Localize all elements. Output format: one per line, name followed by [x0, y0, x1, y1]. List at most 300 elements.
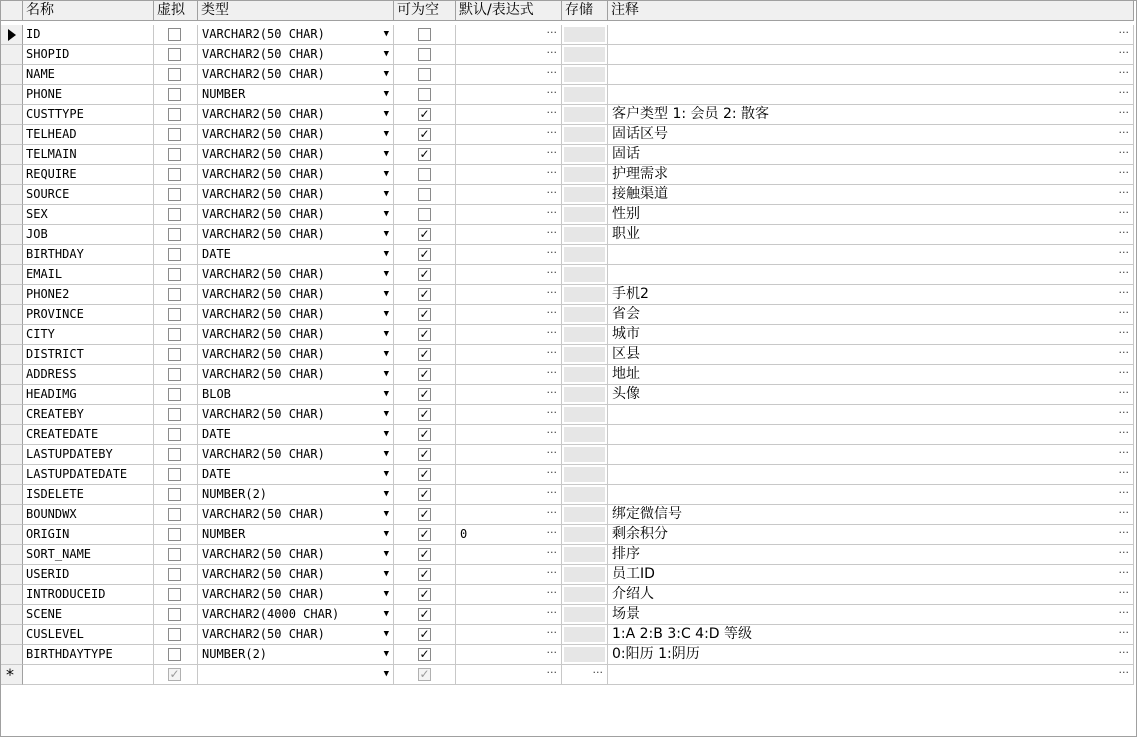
- virtual-checkbox[interactable]: [168, 508, 181, 521]
- default-cell[interactable]: [456, 585, 562, 605]
- default-cell[interactable]: [456, 645, 562, 665]
- default-cell[interactable]: [456, 445, 562, 465]
- comment-cell[interactable]: [608, 225, 1134, 245]
- row-selector[interactable]: [1, 345, 23, 365]
- ellipsis-button[interactable]: ···: [1118, 166, 1129, 179]
- virtual-checkbox[interactable]: [168, 288, 181, 301]
- dropdown-arrow-icon[interactable]: ▼: [383, 449, 389, 459]
- virtual-checkbox[interactable]: [168, 168, 181, 181]
- ellipsis-button[interactable]: ···: [1118, 486, 1129, 499]
- comment-cell[interactable]: [608, 465, 1134, 485]
- comment-cell[interactable]: [608, 425, 1134, 445]
- type-cell[interactable]: [198, 305, 394, 325]
- comment-cell[interactable]: [608, 105, 1134, 125]
- storage-cell[interactable]: [562, 625, 608, 645]
- table-row[interactable]: [1, 25, 1134, 45]
- ellipsis-button[interactable]: ···: [546, 586, 557, 599]
- table-row[interactable]: [1, 485, 1134, 505]
- storage-button[interactable]: [564, 587, 605, 602]
- header-nullable[interactable]: 可为空: [394, 1, 456, 21]
- ellipsis-button[interactable]: ···: [1118, 586, 1129, 599]
- row-selector[interactable]: [1, 585, 23, 605]
- table-row[interactable]: [1, 425, 1134, 445]
- type-cell[interactable]: [198, 425, 394, 445]
- storage-cell[interactable]: [562, 65, 608, 85]
- storage-button[interactable]: [564, 647, 605, 662]
- column-name-cell[interactable]: PHONE2: [23, 285, 154, 305]
- ellipsis-button[interactable]: ···: [1118, 146, 1129, 159]
- storage-cell[interactable]: [562, 185, 608, 205]
- column-name-cell[interactable]: PHONE: [23, 85, 154, 105]
- virtual-checkbox[interactable]: [168, 628, 181, 641]
- comment-cell[interactable]: [608, 145, 1134, 165]
- comment-cell[interactable]: [608, 525, 1134, 545]
- storage-cell[interactable]: [562, 465, 608, 485]
- ellipsis-button[interactable]: ···: [1118, 606, 1129, 619]
- ellipsis-button[interactable]: ···: [546, 226, 557, 239]
- nullable-checkbox[interactable]: ✓: [419, 127, 430, 141]
- storage-button[interactable]: [564, 367, 605, 382]
- storage-cell[interactable]: [562, 125, 608, 145]
- column-name-cell[interactable]: [23, 665, 154, 685]
- comment-cell[interactable]: [608, 45, 1134, 65]
- row-selector[interactable]: [1, 485, 23, 505]
- virtual-checkbox[interactable]: [168, 588, 181, 601]
- ellipsis-button[interactable]: ···: [546, 646, 557, 659]
- nullable-checkbox[interactable]: [418, 48, 431, 61]
- comment-cell[interactable]: [608, 25, 1134, 45]
- type-cell[interactable]: [198, 645, 394, 665]
- table-row[interactable]: [1, 625, 1134, 645]
- column-name-cell[interactable]: CREATEBY: [23, 405, 154, 425]
- row-selector[interactable]: [1, 545, 23, 565]
- type-cell[interactable]: [198, 225, 394, 245]
- default-cell[interactable]: [456, 205, 562, 225]
- dropdown-arrow-icon[interactable]: ▼: [383, 229, 389, 239]
- dropdown-arrow-icon[interactable]: ▼: [383, 609, 389, 619]
- type-cell[interactable]: [198, 125, 394, 145]
- row-selector[interactable]: [1, 445, 23, 465]
- row-selector[interactable]: [1, 425, 23, 445]
- storage-button[interactable]: [564, 167, 605, 182]
- dropdown-arrow-icon[interactable]: ▼: [383, 89, 389, 99]
- default-cell[interactable]: [456, 285, 562, 305]
- ellipsis-button[interactable]: ···: [1118, 646, 1129, 659]
- storage-cell[interactable]: [562, 565, 608, 585]
- table-row[interactable]: [1, 365, 1134, 385]
- nullable-checkbox[interactable]: ✓: [419, 147, 430, 161]
- type-cell[interactable]: [198, 265, 394, 285]
- virtual-checkbox[interactable]: [168, 408, 181, 421]
- column-name-cell[interactable]: HEADIMG: [23, 385, 154, 405]
- virtual-checkbox[interactable]: [168, 388, 181, 401]
- ellipsis-button[interactable]: ···: [592, 666, 603, 679]
- storage-button[interactable]: [564, 547, 605, 562]
- column-name-cell[interactable]: CREATEDATE: [23, 425, 154, 445]
- nullable-checkbox[interactable]: ✓: [419, 367, 430, 381]
- type-cell[interactable]: [198, 145, 394, 165]
- virtual-checkbox[interactable]: [168, 228, 181, 241]
- storage-button[interactable]: [564, 507, 605, 522]
- comment-cell[interactable]: [608, 325, 1134, 345]
- column-name-cell[interactable]: EMAIL: [23, 265, 154, 285]
- row-selector[interactable]: [1, 305, 23, 325]
- default-cell[interactable]: [456, 525, 562, 545]
- dropdown-arrow-icon[interactable]: ▼: [383, 529, 389, 539]
- default-cell[interactable]: [456, 65, 562, 85]
- virtual-checkbox[interactable]: [168, 488, 181, 501]
- ellipsis-button[interactable]: ···: [546, 186, 557, 199]
- default-cell[interactable]: [456, 325, 562, 345]
- table-row[interactable]: [1, 525, 1134, 545]
- row-selector[interactable]: [1, 205, 23, 225]
- nullable-checkbox[interactable]: ✓: [419, 227, 430, 241]
- row-selector[interactable]: [1, 165, 23, 185]
- table-row[interactable]: [1, 225, 1134, 245]
- storage-button[interactable]: [564, 347, 605, 362]
- default-cell[interactable]: [456, 145, 562, 165]
- dropdown-arrow-icon[interactable]: ▼: [383, 189, 389, 199]
- virtual-checkbox[interactable]: [168, 328, 181, 341]
- ellipsis-button[interactable]: ···: [1118, 126, 1129, 139]
- storage-cell[interactable]: [562, 105, 608, 125]
- default-cell[interactable]: [456, 465, 562, 485]
- default-cell[interactable]: [456, 665, 562, 685]
- row-selector[interactable]: [1, 405, 23, 425]
- ellipsis-button[interactable]: ···: [1118, 186, 1129, 199]
- default-cell[interactable]: [456, 345, 562, 365]
- storage-cell[interactable]: [562, 25, 608, 45]
- ellipsis-button[interactable]: ···: [1118, 566, 1129, 579]
- ellipsis-button[interactable]: ···: [1118, 366, 1129, 379]
- dropdown-arrow-icon[interactable]: ▼: [383, 629, 389, 639]
- type-cell[interactable]: [198, 205, 394, 225]
- storage-cell[interactable]: [562, 425, 608, 445]
- table-row[interactable]: [1, 165, 1134, 185]
- default-cell[interactable]: [456, 385, 562, 405]
- nullable-checkbox[interactable]: ✓: [419, 427, 430, 441]
- storage-cell[interactable]: [562, 45, 608, 65]
- storage-button[interactable]: [564, 47, 605, 62]
- column-name-cell[interactable]: SORT_NAME: [23, 545, 154, 565]
- virtual-checkbox[interactable]: [168, 368, 181, 381]
- default-cell[interactable]: [456, 365, 562, 385]
- row-selector[interactable]: [1, 85, 23, 105]
- column-name-cell[interactable]: NAME: [23, 65, 154, 85]
- row-selector[interactable]: [1, 245, 23, 265]
- ellipsis-button[interactable]: ···: [546, 446, 557, 459]
- column-name-cell[interactable]: TELHEAD: [23, 125, 154, 145]
- ellipsis-button[interactable]: ···: [1118, 46, 1129, 59]
- storage-button[interactable]: [564, 467, 605, 482]
- comment-cell[interactable]: [608, 405, 1134, 425]
- ellipsis-button[interactable]: ···: [1118, 506, 1129, 519]
- nullable-checkbox[interactable]: ✓: [419, 247, 430, 261]
- dropdown-arrow-icon[interactable]: ▼: [383, 49, 389, 59]
- table-row[interactable]: [1, 545, 1134, 565]
- column-name-cell[interactable]: CUSLEVEL: [23, 625, 154, 645]
- header-storage[interactable]: 存储: [562, 1, 608, 21]
- ellipsis-button[interactable]: ···: [546, 126, 557, 139]
- nullable-checkbox[interactable]: ✓: [419, 447, 430, 461]
- storage-button[interactable]: [564, 227, 605, 242]
- type-cell[interactable]: [198, 245, 394, 265]
- header-type[interactable]: 类型: [198, 1, 394, 21]
- dropdown-arrow-icon[interactable]: ▼: [383, 349, 389, 359]
- default-cell[interactable]: [456, 265, 562, 285]
- storage-button[interactable]: [564, 67, 605, 82]
- table-row[interactable]: [1, 185, 1134, 205]
- comment-cell[interactable]: [608, 345, 1134, 365]
- comment-cell[interactable]: [608, 205, 1134, 225]
- dropdown-arrow-icon[interactable]: ▼: [383, 469, 389, 479]
- ellipsis-button[interactable]: ···: [1118, 86, 1129, 99]
- dropdown-arrow-icon[interactable]: ▼: [383, 429, 389, 439]
- table-row[interactable]: [1, 585, 1134, 605]
- row-selector[interactable]: [1, 365, 23, 385]
- storage-cell[interactable]: [562, 445, 608, 465]
- column-name-cell[interactable]: LASTUPDATEBY: [23, 445, 154, 465]
- dropdown-arrow-icon[interactable]: ▼: [383, 569, 389, 579]
- ellipsis-button[interactable]: ···: [546, 266, 557, 279]
- row-selector[interactable]: [1, 225, 23, 245]
- storage-cell[interactable]: [562, 205, 608, 225]
- ellipsis-button[interactable]: ···: [546, 326, 557, 339]
- type-cell[interactable]: [198, 185, 394, 205]
- comment-cell[interactable]: [608, 625, 1134, 645]
- column-name-cell[interactable]: ID: [23, 25, 154, 45]
- ellipsis-button[interactable]: ···: [546, 566, 557, 579]
- table-row[interactable]: [1, 385, 1134, 405]
- dropdown-arrow-icon[interactable]: ▼: [383, 389, 389, 399]
- header-virtual[interactable]: 虚拟: [154, 1, 198, 21]
- comment-cell[interactable]: [608, 545, 1134, 565]
- nullable-checkbox[interactable]: ✓: [419, 387, 430, 401]
- column-name-cell[interactable]: BIRTHDAYTYPE: [23, 645, 154, 665]
- virtual-checkbox[interactable]: [168, 48, 181, 61]
- storage-cell[interactable]: [562, 665, 608, 685]
- table-row[interactable]: [1, 445, 1134, 465]
- ellipsis-button[interactable]: ···: [1118, 426, 1129, 439]
- nullable-checkbox[interactable]: ✓: [419, 267, 430, 281]
- column-name-cell[interactable]: SOURCE: [23, 185, 154, 205]
- type-cell[interactable]: [198, 165, 394, 185]
- virtual-checkbox[interactable]: [168, 548, 181, 561]
- ellipsis-button[interactable]: ···: [546, 386, 557, 399]
- type-cell[interactable]: [198, 485, 394, 505]
- comment-cell[interactable]: [608, 505, 1134, 525]
- column-name-cell[interactable]: ORIGIN: [23, 525, 154, 545]
- ellipsis-button[interactable]: ···: [546, 626, 557, 639]
- ellipsis-button[interactable]: ···: [546, 306, 557, 319]
- column-name-cell[interactable]: SHOPID: [23, 45, 154, 65]
- nullable-checkbox[interactable]: [418, 68, 431, 81]
- nullable-checkbox[interactable]: ✓: [419, 467, 430, 481]
- row-selector[interactable]: [1, 65, 23, 85]
- storage-cell[interactable]: [562, 165, 608, 185]
- comment-cell[interactable]: [608, 285, 1134, 305]
- column-name-cell[interactable]: REQUIRE: [23, 165, 154, 185]
- default-cell[interactable]: [456, 625, 562, 645]
- virtual-checkbox[interactable]: [168, 428, 181, 441]
- dropdown-arrow-icon[interactable]: ▼: [383, 29, 389, 39]
- new-row[interactable]: [1, 665, 1134, 685]
- column-name-cell[interactable]: SCENE: [23, 605, 154, 625]
- ellipsis-button[interactable]: ···: [1118, 266, 1129, 279]
- virtual-checkbox[interactable]: [168, 188, 181, 201]
- row-selector[interactable]: [1, 185, 23, 205]
- storage-cell[interactable]: [562, 645, 608, 665]
- virtual-checkbox[interactable]: [168, 128, 181, 141]
- comment-cell[interactable]: [608, 65, 1134, 85]
- ellipsis-button[interactable]: ···: [546, 526, 557, 539]
- dropdown-arrow-icon[interactable]: ▼: [383, 249, 389, 259]
- ellipsis-button[interactable]: ···: [1118, 386, 1129, 399]
- virtual-checkbox[interactable]: [168, 448, 181, 461]
- nullable-checkbox[interactable]: ✓: [419, 287, 430, 301]
- storage-button[interactable]: [564, 607, 605, 622]
- table-row[interactable]: [1, 105, 1134, 125]
- virtual-checkbox[interactable]: [168, 348, 181, 361]
- default-cell[interactable]: [456, 305, 562, 325]
- table-row[interactable]: [1, 245, 1134, 265]
- default-cell[interactable]: [456, 125, 562, 145]
- header-comment[interactable]: 注释: [608, 1, 1134, 21]
- column-name-cell[interactable]: TELMAIN: [23, 145, 154, 165]
- type-cell[interactable]: [198, 445, 394, 465]
- table-row[interactable]: [1, 325, 1134, 345]
- dropdown-arrow-icon[interactable]: ▼: [383, 369, 389, 379]
- type-cell[interactable]: [198, 625, 394, 645]
- nullable-checkbox[interactable]: [418, 208, 431, 221]
- type-cell[interactable]: [198, 585, 394, 605]
- nullable-checkbox[interactable]: [418, 168, 431, 181]
- comment-cell[interactable]: [608, 305, 1134, 325]
- storage-cell[interactable]: [562, 505, 608, 525]
- column-name-cell[interactable]: USERID: [23, 565, 154, 585]
- type-cell[interactable]: [198, 545, 394, 565]
- ellipsis-button[interactable]: ···: [1118, 626, 1129, 639]
- storage-button[interactable]: [564, 387, 605, 402]
- row-selector[interactable]: [1, 325, 23, 345]
- row-selector[interactable]: [1, 645, 23, 665]
- storage-button[interactable]: [564, 207, 605, 222]
- column-name-cell[interactable]: ISDELETE: [23, 485, 154, 505]
- ellipsis-button[interactable]: ···: [1118, 406, 1129, 419]
- ellipsis-button[interactable]: ···: [1118, 446, 1129, 459]
- table-row[interactable]: [1, 465, 1134, 485]
- row-selector[interactable]: [1, 145, 23, 165]
- comment-cell[interactable]: [608, 245, 1134, 265]
- type-cell[interactable]: [198, 345, 394, 365]
- default-cell[interactable]: [456, 45, 562, 65]
- nullable-checkbox[interactable]: ✓: [419, 107, 430, 121]
- dropdown-arrow-icon[interactable]: ▼: [383, 149, 389, 159]
- type-cell[interactable]: [198, 105, 394, 125]
- ellipsis-button[interactable]: ···: [1118, 326, 1129, 339]
- ellipsis-button[interactable]: ···: [546, 346, 557, 359]
- default-cell[interactable]: [456, 425, 562, 445]
- storage-cell[interactable]: [562, 85, 608, 105]
- ellipsis-button[interactable]: ···: [1118, 26, 1129, 39]
- table-row[interactable]: [1, 205, 1134, 225]
- storage-button[interactable]: [564, 267, 605, 282]
- ellipsis-button[interactable]: ···: [1118, 306, 1129, 319]
- row-selector[interactable]: [1, 605, 23, 625]
- virtual-checkbox[interactable]: [168, 88, 181, 101]
- comment-cell[interactable]: [608, 665, 1134, 685]
- virtual-checkbox[interactable]: [168, 208, 181, 221]
- nullable-checkbox[interactable]: ✓: [419, 507, 430, 521]
- dropdown-arrow-icon[interactable]: ▼: [383, 489, 389, 499]
- storage-cell[interactable]: [562, 385, 608, 405]
- ellipsis-button[interactable]: ···: [1118, 286, 1129, 299]
- column-name-cell[interactable]: JOB: [23, 225, 154, 245]
- column-name-cell[interactable]: LASTUPDATEDATE: [23, 465, 154, 485]
- row-selector[interactable]: [1, 45, 23, 65]
- virtual-checkbox[interactable]: [168, 148, 181, 161]
- type-cell[interactable]: [198, 665, 394, 685]
- virtual-checkbox[interactable]: [168, 608, 181, 621]
- type-cell[interactable]: [198, 85, 394, 105]
- comment-cell[interactable]: [608, 125, 1134, 145]
- type-cell[interactable]: [198, 405, 394, 425]
- dropdown-arrow-icon[interactable]: ▼: [383, 669, 389, 679]
- default-cell[interactable]: [456, 245, 562, 265]
- storage-cell[interactable]: [562, 305, 608, 325]
- type-cell[interactable]: [198, 605, 394, 625]
- ellipsis-button[interactable]: ···: [1118, 246, 1129, 259]
- ellipsis-button[interactable]: ···: [546, 366, 557, 379]
- ellipsis-button[interactable]: ···: [546, 406, 557, 419]
- ellipsis-button[interactable]: ···: [546, 106, 557, 119]
- row-selector[interactable]: [1, 125, 23, 145]
- table-row[interactable]: [1, 85, 1134, 105]
- virtual-checkbox[interactable]: [168, 308, 181, 321]
- row-selector[interactable]: [1, 465, 23, 485]
- ellipsis-button[interactable]: ···: [546, 546, 557, 559]
- storage-cell[interactable]: [562, 345, 608, 365]
- comment-cell[interactable]: [608, 365, 1134, 385]
- storage-button[interactable]: [564, 87, 605, 102]
- type-cell[interactable]: [198, 565, 394, 585]
- table-row[interactable]: [1, 145, 1134, 165]
- table-row[interactable]: [1, 125, 1134, 145]
- storage-cell[interactable]: [562, 225, 608, 245]
- ellipsis-button[interactable]: ···: [546, 286, 557, 299]
- ellipsis-button[interactable]: ···: [1118, 106, 1129, 119]
- row-selector[interactable]: [1, 105, 23, 125]
- type-cell[interactable]: [198, 525, 394, 545]
- default-cell[interactable]: [456, 605, 562, 625]
- type-cell[interactable]: [198, 465, 394, 485]
- type-cell[interactable]: [198, 65, 394, 85]
- ellipsis-button[interactable]: ···: [546, 46, 557, 59]
- nullable-checkbox[interactable]: ✓: [419, 567, 430, 581]
- table-row[interactable]: [1, 265, 1134, 285]
- ellipsis-button[interactable]: ···: [1118, 346, 1129, 359]
- table-row[interactable]: [1, 45, 1134, 65]
- comment-cell[interactable]: [608, 565, 1134, 585]
- header-default[interactable]: 默认/表达式: [456, 1, 562, 21]
- type-cell[interactable]: [198, 25, 394, 45]
- type-cell[interactable]: [198, 365, 394, 385]
- row-selector[interactable]: [1, 285, 23, 305]
- virtual-checkbox[interactable]: [168, 648, 181, 661]
- virtual-checkbox[interactable]: [168, 528, 181, 541]
- comment-cell[interactable]: [608, 645, 1134, 665]
- row-selector[interactable]: [1, 525, 23, 545]
